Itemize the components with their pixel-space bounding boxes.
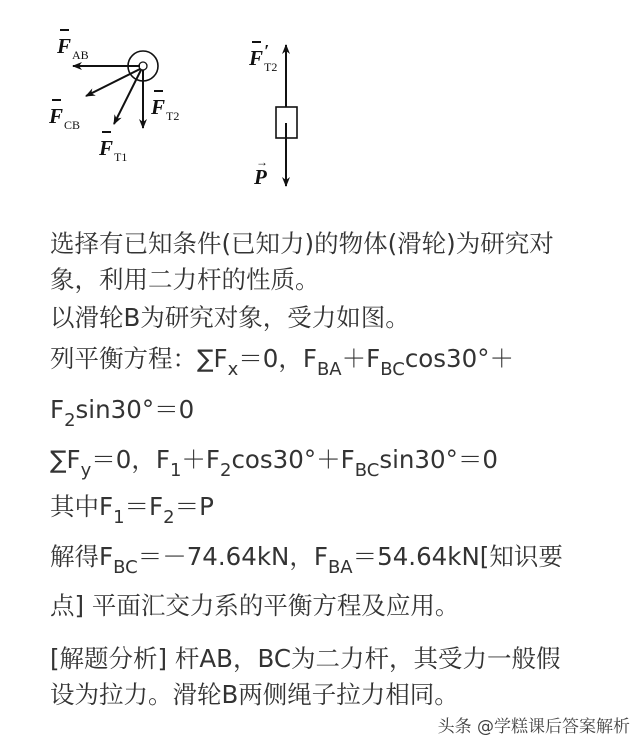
label-f-ab: $F_{AB}$ xyxy=(57,36,89,57)
label-f-t2-prime: F ′ $_{T2}$ xyxy=(249,41,278,74)
equilibrium-eq-x-line-2: $F_2\sin 30^\circ=0$ xyxy=(50,395,195,431)
label-f-t2: $F_{T2}$ xyxy=(151,97,179,118)
free-body-diagram-svg xyxy=(0,0,640,210)
text-line-analysis-2: 设为拉力。滑轮B两侧绳子拉力相同。 xyxy=(50,680,459,709)
equilibrium-eq-y: $\sum F_y=0$，$F_1+F_2\cos 30^\circ+F_{BC}\sin 30^\circ=0$ xyxy=(50,445,498,481)
equilibrium-eq-x-line-1: 列平衡方程：$\sum F_x=0$，$F_{BA}+F_{BC}\cos 30^\circ+$ xyxy=(50,344,514,380)
label-f-cb: $F_{CB}$ xyxy=(49,106,80,127)
force-arrows xyxy=(73,66,143,128)
watermark: 头条 @学糕课后答案解析 xyxy=(437,717,630,737)
label-f-t1: $F_{T1}$ xyxy=(99,138,127,159)
force-diagrams xyxy=(0,0,640,210)
label-p: → P xyxy=(254,155,268,189)
block-icon xyxy=(276,45,297,186)
text-line-1: 选择有已知条件(已知力)的物体(滑轮)为研究对 xyxy=(50,229,554,258)
text-line-2: 象，利用二力杆的性质。 xyxy=(50,265,320,294)
force-equality-line: 其中$F_1=F_2=P$ xyxy=(50,492,214,528)
solution-result-line: 解得$F_{BC}=-74.64kN$，$F_{BA}=54.64kN$[知识要 xyxy=(50,542,563,578)
text-line-analysis-1: [解题分析] 杆AB，BC为二力杆，其受力一般假 xyxy=(50,644,561,673)
text-line-3: 以滑轮B为研究对象，受力如图。 xyxy=(50,303,410,332)
text-line-knowledge-point: 点] 平面汇交力系的平衡方程及应用。 xyxy=(50,591,460,620)
